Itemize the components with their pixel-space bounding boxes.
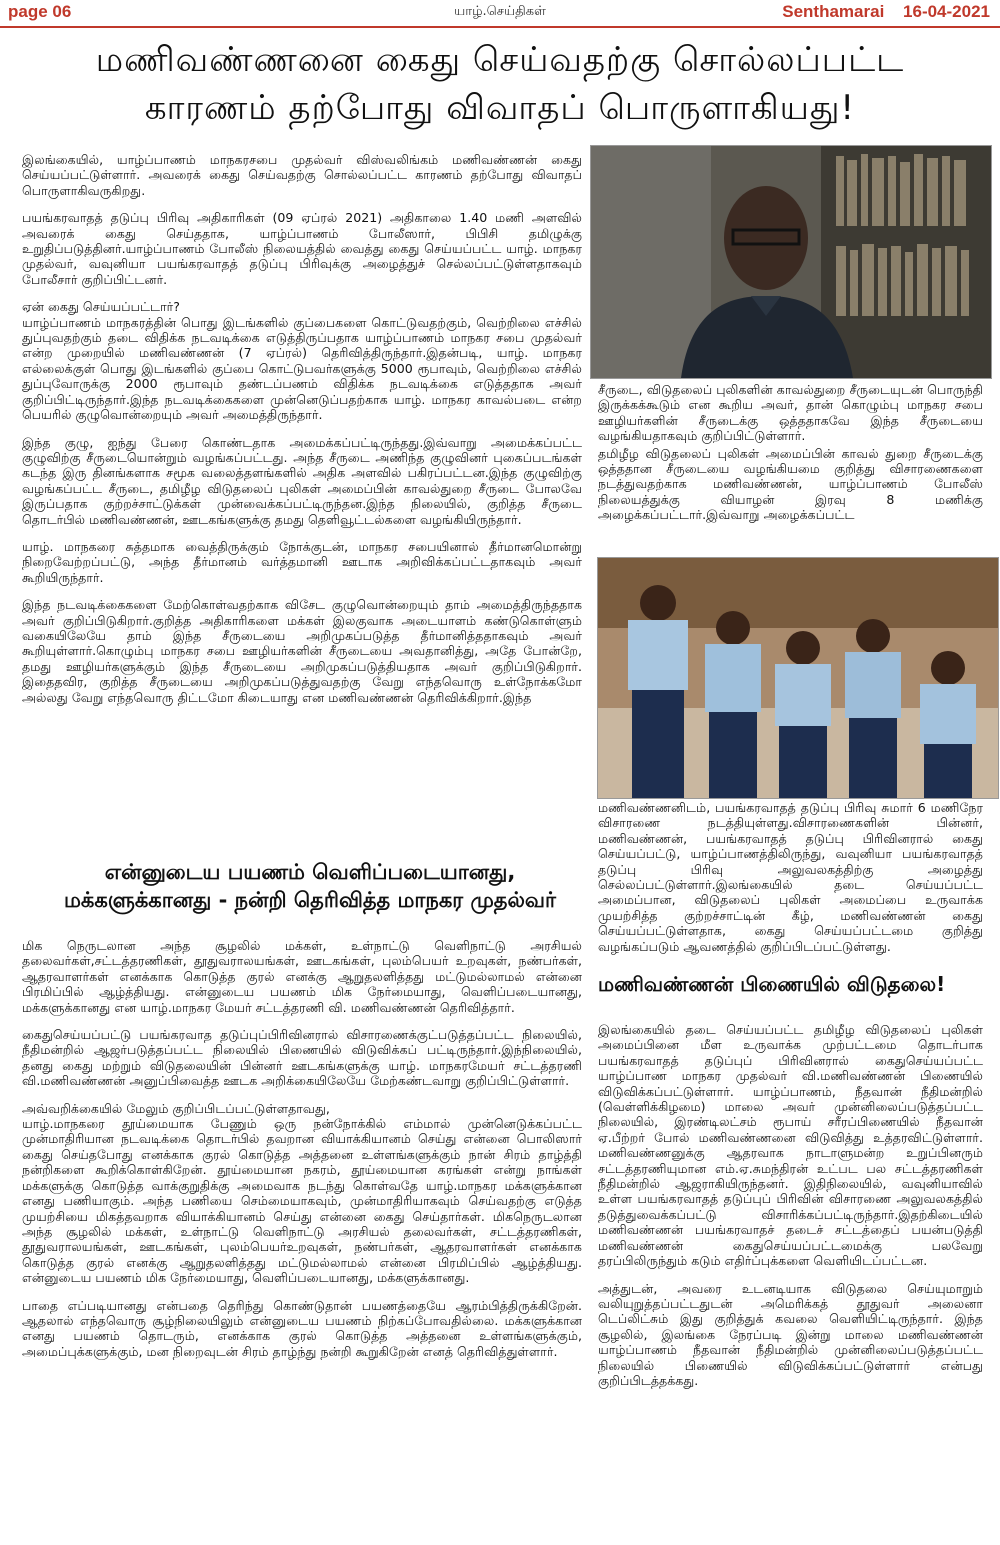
paragraph: சீருடை, விடுதலைப் புலிகளின் காவல்துறை சீருடையுடன் பொருந்தி இருக்கக்கூடும் என கூறிய அவர், தான் கொழும்பு மாநகர சபை ஊழியர்களின் சீருடைக்கு ஒத்ததாகவே இந்த சீருடையை வழங்கியதாகவும் குறிப்பிட்டுள்ளார். — [598, 382, 983, 444]
paragraph: யாழ்.மாநகரை தூய்மையாக பேணும் ஒரு நன்நோக்கில் எம்மால் முன்னெடுக்கப்பட்ட முன்மாதிரியான நடவடிக்கை தொடர்பில் தவறான வியாக்கியானம் செய்து என்னை பொலிஸார் கைது செய்தபோது எனக்காக குரல் கொடுத்த அத்தனை உள்ளங்களுக்கும் நான் சிரம் தாழ்த்தி நன்றிகளை கூறிக்கொள்கிறேன். தூய்மையான நகரம், தூய்மையான கரங்கள் என்று நாங்கள் மக்களுக்கு கொடுத்த வாக்குறுதிக்கு அமைவாக நடந்து கொள்வதே யாழ்.மாநகர மக்களுக்கான எனது பணியாகும். அந்த பணியை செம்மையாகவும், முன்மாதிரியாகவும் செய்வதற்கு எடுத்த முயற்சியை மிகத்தவறாக வியாக்கியானம் செய்து என்னை கைது செய்தார்கள். மிகநெருடலான அந்த சூழலில் மக்கள், உள்நாட்டு வெளிநாட்டு அரசியல் தலைவர்கள், சட்டத்தரணிகள், தூதுவராலயங்கள், ஊடகங்கள், புலம்பெயர்உறவுகள், நண்பர்கள், ஆதரவாளர்கள் எனக்காக கொடுத்த குரல் எனக்கு ஆறுதலளித்தது மட்டுமல்லாமல் என்னை பிரமிப்பில் ஆழ்த்தியது. என்னுடைய பயணம் மிக நேர்மையாது, வெளிப்படையானது, மக்களுக்கானது. — [22, 1116, 582, 1286]
paragraph: இந்த குழு, ஐந்து பேரை கொண்டதாக அமைக்கப்பட்டிருந்தது.இவ்வாறு அமைக்கப்பட்ட குழுவிற்கு சீருடையொன்றும் வழங்கப்பட்டது. அந்த சீருடை அணிந்த குழுவினர் புகைப்படங்கள் கடந்த இரு தினங்களாக சமூக வலைத்தளங்களில் அதிக அளவில் பகிரப்பட்டன.இந்த குழுவிற்கு வழங்கப்பட்ட சீருடை, தமிழீழ விடுதலைப் புலிகள் அமைப்பின் காவல்துறை சீருடை போலவே இருப்பதாக குற்றச்சாட்டுக்கள் முன்வைக்கப்பட்டிருந்தன.இந்த நிலையில், குறித்த சீருடை தொடர்பில் மணிவண்ணன், ஊடகங்களுக்கு தமது தெளிவூட்டல்களை வழங்கியிருந்தார். — [22, 434, 582, 527]
paragraph: இந்த நடவடிக்கைகளை மேற்கொள்வதற்காக விசேட குழுவொன்றையும் தாம் அமைத்திருந்ததாக அவர் குறிப்பிடுகிறார்.குறித்த அதிகாரிகளை மக்கள் இலகுவாக அடையாளம் கண்டுகொள்ளும் வகையிலேயே தாம் இந்த சீருடையை அறிமுகப்படுத்த தீர்மானித்ததாகவும் அவர் கூறியுள்ளார்.கொழும்பு மாநகர சபை ஊழியர்களின் சீருடையை அவதானித்து, அதே போன்றே, தமது ஊழியர்களுக்கும் இந்த சீருடையை அறிமுகப்படுத்தியதாக அவர் குறிப்பிடுகிறார். இதைதவிர, குறித்த சீருடையை அறிமுகப்படுத்துவதற்கு வேறு எந்தவொரு உள்நோக்கமோ அல்லது வேறு எந்தவொரு திட்டமோ கிடையாது என மணிவண்ணன் தெரிவிக்கிறார்.இந்த — [22, 597, 582, 705]
article-right-column-top — [598, 382, 983, 535]
article-left-column-top — [22, 152, 582, 717]
uniformed-group-photo — [597, 557, 999, 799]
paragraph: பாதை எப்படியானது என்பதை தெரிந்து கொண்டுதான் பயணத்தையே ஆரம்பித்திருக்கிறேன். ஆதலால் எந்தவொரு சூழ்நிலையிலும் என்னுடைய பயணம் நிற்கப்போவதில்லை. மக்களுக்கான எனது பயணம் தொடரும், எனக்காக குரல் கொடுத்த அத்தனை உள்ளங்களுக்கும், அமைப்புக்களுக்கும், மன நிறைவுடன் சிரம் தாழ்ந்து நன்றி கூறுகிறேன் எனத் தெரிவித்துள்ளார். — [22, 1297, 582, 1359]
sub-headline — [60, 858, 560, 914]
paragraph: அத்துடன், அவரை உடனடியாக விடுதலை செய்யுமாறும் வலியுறுத்தப்பட்டதுடன் அமெரிக்கத் தூதுவர் அலைனா டெப்லிட்சும் இது குறித்துக் கவலை வெளியிட்டிருந்தார். இந்த சூழலில், இலங்கை நேரப்படி இன்று மாலை மணிவண்ணன் யாழ்ப்பாணம் நீதவான் நீதிமன்றில் முன்னிலைப்படுத்தப்பட்ட நிலையில் பிணையில் விடுவிக்கப்பட்டுள்ளார் என்பது குறிப்பிடத்தக்கது. — [598, 1280, 983, 1388]
headline-line-1: மணிவண்ணனை கைது செய்வதற்கு சொல்லப்பட்ட — [95, 40, 905, 80]
headline-line-2: காரணம் தற்போது விவாதப் பொருளாகியது! — [144, 88, 856, 128]
paragraph: இலங்கையில் தடை செய்யப்பட்ட தமிழீழ விடுதலைப் புலிகள் அமைப்பினை மீள உருவாக்க முற்பட்டமை தொடர்பாக பயங்கரவாதத் தடுப்புப் பிரிவினரால் கைதுசெய்யப்பட்ட யாழ்ப்பாண மாநகர முதல்வர் வி.மணிவண்ணன் பிணையில் விடுவிக்கப்பட்டுள்ளார். யாழ்ப்பாணம், நீதவான் நீதிமன்றில் (வெள்ளிக்கிழமை) மாலை அவர் முன்னிலைப்படுத்தப்பட்ட நிலையில், இரண்டிலட்சம் ரூபாய் சரீரப்பிணையில் நீதவான் ஏ.பீற்றர் போல் மணிவண்ணனை விடுவித்து உத்தரவிட்டுள்ளார். மணிவண்ணனுக்கு ஆதரவாக நாடாளுமன்ற உறுப்பினரும் சட்டத்தரணியுமான எம்.ஏ.சுமந்திரன் உட்பட பல சட்டத்தரணிகள் நீதிமன்றில் ஆஜராகியிருந்தனர். இதிநிலையில், வவுனியாவில் உள்ள பயங்கரவாதத் தடுப்புப் பிரிவின் விசாரணை அலுவலகத்தில் தடுத்துவைக்கப்பட்டு விசாரிக்கப்பட்டிருந்தார்.இதற்கிடையில் மணிவண்ணன் பயங்கரவாதச் தடைச் சட்டத்தைப் பயன்படுத்தி மணிவண்ணன் கைதுசெய்யப்பட்டமைக்கு பலவேறு தரப்பிலிருந்தும் கடும் எதிர்ப்புக்களை வெளியிடப்பட்டன. — [598, 1022, 983, 1269]
section-name: யாழ்.செய்திகள் — [454, 4, 546, 19]
paragraph: பயங்கரவாதத் தடுப்பு பிரிவு அதிகாரிகள் (09 ஏப்ரல் 2021) அதிகாலை 1.40 மணி அளவில் அவரைக் கைது செய்ததாக, யாழ்ப்பாணம் போலீஸார், பிபிசி தமிழுக்கு உறுதிப்படுத்தினர்.யாழ்ப்பாணம் போலீஸ் நிலையத்தில் வைத்து கைது செய்யப்பட்ட யாழ். மாநகர முதல்வர், வவுனியா பயங்கரவாதத் தடுப்பு பிரிவுக்கு அழைத்துச் செல்லப்பட்டுள்ளதாகவும் போலீசார் குறிப்பிட்டனர். — [22, 210, 582, 287]
paragraph: இலங்கையில், யாழ்ப்பாணம் மாநகரசபை முதல்வர் விஸ்வலிங்கம் மணிவண்ணன் கைது செய்யப்பட்டுள்ளார். அவரைக் கைது செய்வதற்கு சொல்லப்பட்ட காரணம் தற்போது விவாதப் பொருளாகிவருகிறது. — [22, 152, 582, 198]
paragraph: யாழ். மாநகரை சுத்தமாக வைத்திருக்கும் நோக்குடன், மாநகர சபையினால் தீர்மானமொன்று நிறைவேற்றப்பட்டு, அந்த தீர்மானம் வர்த்தமானி ஊடாக அறிவிக்கப்பட்டதாகவும் அவர் கூறியிருந்தார். — [22, 538, 582, 585]
page-number: page 06 — [8, 2, 72, 21]
paragraph: மிக நெருடலான அந்த சூழலில் மக்கள், உள்நாட்டு வெளிநாட்டு அரசியல் தலைவர்கள்,சட்டத்தரணிகள், தூதுவராலயங்கள், ஊடகங்கள், புலம்பெயர் உறவுகள், நண்பர்கள், ஆதரவாளர்கள் எனக்காக கொடுத்த குரல் எனக்கு ஆறுதலளித்தது மட்டுமல்லாமல் என்னை பிரமிப்பில் ஆழ்த்தியது. என்னுடைய பயணம் மிக நேர்மையாது, வெளிப்படையானது, மக்களுக்கானது என யாழ்.மாநகர மேயர் சட்டத்தரணி வி. மணிவண்ணன் தெரிவித்தார். — [22, 938, 582, 1015]
paragraph: அவ்வறிக்கையில் மேலும் குறிப்பிடப்பட்டுள்ளதாவது, — [22, 1100, 330, 1116]
paragraph: யாழ்ப்பாணம் மாநகரத்தின் பொது இடங்களில் குப்பைகளை கொட்டுவதற்கும், வெற்றிலை எச்சில் துப்புவதற்கும் தடை விதிக்க நடவடிக்கை எடுத்திருப்பதாக யாழ்ப்பாணம் மாநகர சபை முதல்வர் என்ற முறையில் மணிவண்ணன் (7 ஏப்ரல்) தெரிவித்திருந்தார்.இதன்படி, யாழ். மாநகர எல்லைக்குள் பொது இடங்களில் குப்பை கொட்டுபவர்களுக்கு 5000 ரூபாவும், வெற்றிலை எச்சில் துப்புவோருக்கு 2000 ரூபாவும் தண்டப்பணம் விதிக்க நடவடிக்கை எடுத்ததாக அவர் குறிப்பிட்டிருந்தார்.இந்த நடவடிக்கைகளை முன்னெடுப்பதற்காக யாழ். மாநகர காவல்படை என்ற பெயரில் குழுவொன்றையும் அவர் அமைத்திருந்தார். — [22, 314, 582, 423]
paper-name: Senthamarai — [782, 2, 885, 21]
group-illustration — [598, 558, 998, 798]
article-right-column-middle — [598, 800, 983, 966]
masthead-bar — [0, 0, 1000, 28]
mayor-portrait-photo — [590, 145, 992, 379]
section-question: ஏன் கைது செய்யப்பட்டார்? — [22, 299, 180, 315]
paragraph: தமிழீழ விடுதலைப் புலிகள் அமைப்பின் காவல் துறை சீருடைக்கு ஒத்ததான சீருடையை வழங்கியமை குறித்து விசாரணைகளை நடத்துவதற்காக மணிவண்ணன், யாழ்ப்பாணம் போலீஸ் நிலையத்துக்கு வியாழன் இரவு 8 மணிக்கு அழைக்கப்பட்டார்.இவ்வாறு அழைக்கப்பட்ட — [598, 445, 983, 523]
article-right-column-bottom — [598, 1022, 983, 1400]
portrait-illustration — [591, 146, 991, 378]
article-left-column-bottom — [22, 938, 582, 1371]
issue-date: 16-04-2021 — [903, 2, 990, 21]
paragraph: மணிவண்ணனிடம், பயங்கரவாதத் தடுப்பு பிரிவு சுமார் 6 மணிநேர விசாரணை நடத்தியுள்ளது.விசாரணைகளின் பின்னர், மணிவண்ணன், பயங்கரவாதத் தடுப்பு பிரிவினரால் கைது செய்யப்பட்டு, யாழ்ப்பாணத்திலிருந்து, வவுனியா பயங்கரவாதத் தடுப்பு பிரிவு அலுவலகத்திற்கு அழைத்து செல்லப்பட்டுள்ளார்.இலங்கையில் தடை செய்யப்பட்ட அமைப்பான, விடுதலைப் புலிகள் அமைப்பை உருவாக்க முயற்சித்த குற்றச்சாட்டின் கீழ், மணிவண்ணன் கைது செய்யப்பட்டுள்ளதாக, கைது செய்யப்பட்டமை குறித்து வழங்கப்படும் ஆவணத்தில் குறிப்பிடப்பட்டுள்ளது. — [598, 800, 983, 954]
paragraph: கைதுசெய்யப்பட்டு பயங்கரவாத தடுப்புப்பிரிவினரால் விசாரணைக்குட்படுத்தப்பட்ட நிலையில், நீதிமன்றில் ஆஜர்படுத்தப்பட்ட நிலையில் பிணையில் விடுவிக்கப் பட்டிருந்தார்.இந்நிலையில், தனது கைது மற்றும் விடுதலையின் பின்னர் ஊடகங்களுக்கு யாழ். மாநகரமேயர் சட்டத்தரணி வி.மணிவண்ணன் அனுப்பிவைத்த ஊடக அறிக்கையிலேயே மேற்கண்டவாறு குறிப்பிட்டுள்ளார். — [22, 1027, 582, 1089]
sub-headline-line-2: மக்களுக்கானது - நன்றி தெரிவித்த மாநகர முதல்வர் — [64, 888, 556, 912]
paper-info — [768, 2, 990, 22]
main-headline — [0, 36, 1000, 132]
sub-headline-line-1: என்னுடைய பயணம் வெளிப்படையானது, — [104, 860, 516, 884]
bail-headline: மணிவண்ணன் பிணையில் விடுதலை! — [598, 972, 946, 996]
